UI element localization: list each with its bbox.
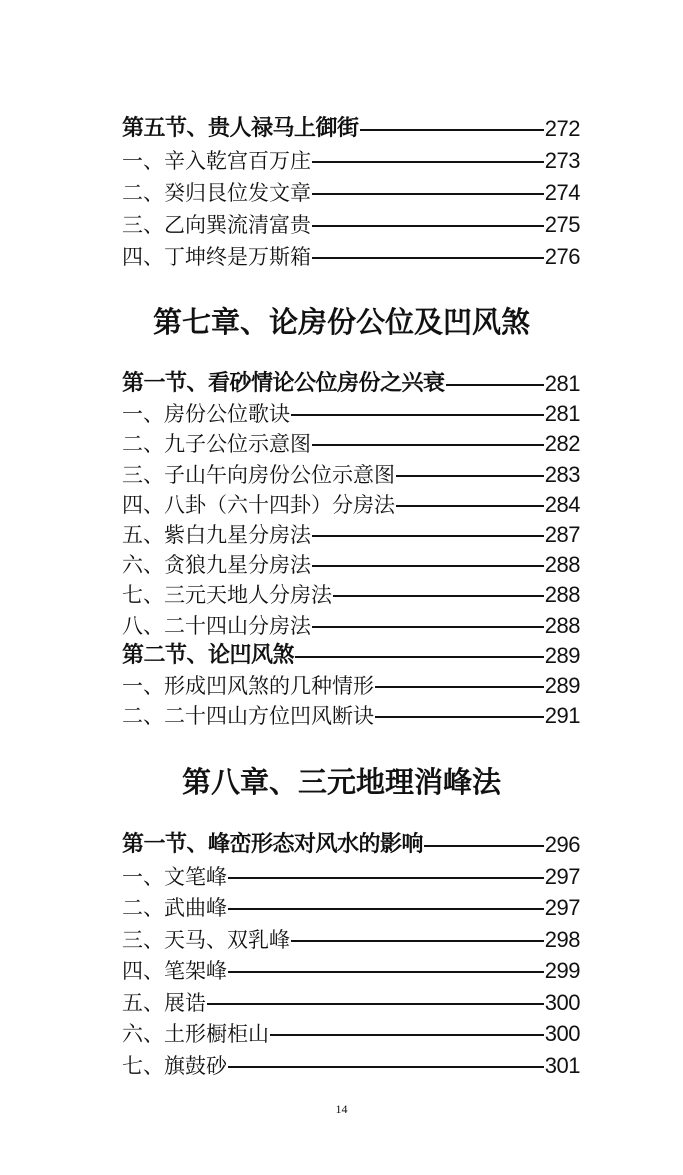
- toc-item-entry[interactable]: [122, 427, 580, 457]
- toc-item-entry[interactable]: [122, 397, 580, 427]
- toc-entry-page: 281: [544, 371, 580, 396]
- toc-entry-page: 281: [544, 401, 580, 427]
- toc-entry-page: 288: [544, 582, 580, 608]
- toc-item-entry[interactable]: [122, 669, 580, 699]
- toc-leader-line: [312, 161, 544, 163]
- toc-entry-title: 四、丁坤终是万斯箱: [122, 245, 311, 269]
- chapter-heading-7: 第七章、论房份公位及凹风煞: [152, 305, 530, 339]
- toc-entry-title: 二、九子公位示意图: [122, 432, 311, 457]
- toc-entry-title: 一、辛入乾宫百万庄: [122, 149, 311, 173]
- toc-leader-line: [333, 595, 544, 597]
- toc-item-entry[interactable]: [122, 954, 580, 984]
- toc-entry-page: 275: [544, 212, 580, 237]
- toc-entry-title: 五、展诰: [122, 990, 206, 1015]
- toc-leader-line: [291, 940, 544, 942]
- toc-item-entry[interactable]: [122, 144, 580, 174]
- toc-entry-page: 276: [544, 244, 580, 269]
- toc-leader-line: [228, 908, 544, 910]
- toc-entry-page: 296: [544, 832, 580, 857]
- toc-item-entry[interactable]: [122, 1017, 580, 1047]
- toc-section-entry[interactable]: [122, 367, 580, 397]
- toc-leader-line: [207, 1003, 544, 1005]
- toc-leader-line: [228, 1066, 544, 1068]
- toc-item-entry[interactable]: [122, 609, 580, 639]
- toc-leader-line: [396, 505, 544, 507]
- toc-item-entry[interactable]: [122, 518, 580, 548]
- toc-entry-page: 282: [544, 431, 580, 457]
- toc-leader-line: [312, 535, 544, 537]
- toc-entry-title: 第二节、论凹风煞: [122, 642, 295, 668]
- toc-item-entry[interactable]: [122, 860, 580, 890]
- page-number: 14: [335, 1102, 348, 1116]
- toc-leader-line: [396, 475, 544, 477]
- toc-entry-page: 284: [544, 491, 580, 517]
- toc-entry-page: 273: [544, 148, 580, 173]
- toc-leader-line: [312, 565, 544, 567]
- toc-leader-line: [424, 845, 544, 847]
- toc-leader-line: [375, 686, 544, 688]
- toc-leader-line: [360, 129, 544, 131]
- toc-entry-page: 283: [544, 461, 580, 487]
- toc-entry-title: 四、笔架峰: [122, 959, 227, 983]
- toc-item-entry[interactable]: [122, 923, 580, 953]
- toc-leader-line: [312, 626, 544, 628]
- toc-entry-title: 三、子山午向房份公位示意图: [122, 462, 395, 487]
- toc-item-entry[interactable]: [122, 1049, 580, 1079]
- toc-item-entry[interactable]: [122, 986, 580, 1016]
- toc-entry-title: 六、土形橱柜山: [122, 1022, 269, 1046]
- toc-leader-line: [312, 444, 544, 446]
- toc-entry-page: 299: [544, 958, 580, 983]
- toc-item-entry[interactable]: [122, 458, 580, 488]
- toc-entry-title: 四、八卦（六十四卦）分房法: [122, 492, 395, 517]
- toc-leader-line: [375, 716, 544, 718]
- toc-item-entry[interactable]: [122, 548, 580, 578]
- toc-item-entry[interactable]: [122, 208, 580, 238]
- toc-item-entry[interactable]: [122, 176, 580, 206]
- toc-entry-page: 288: [544, 552, 580, 578]
- toc-entry-page: 289: [544, 642, 580, 668]
- toc-entry-title: 一、文笔峰: [122, 864, 227, 889]
- toc-entry-title: 第一节、峰峦形态对风水的影响: [122, 832, 424, 857]
- toc-entry-title: 八、二十四山分房法: [122, 613, 311, 638]
- toc-entry-page: 288: [544, 612, 580, 638]
- toc-entry-page: 298: [544, 926, 580, 952]
- toc-item-entry[interactable]: [122, 699, 580, 729]
- toc-leader-line: [295, 656, 544, 658]
- toc-entry-title: 三、乙向巽流清富贵: [122, 213, 311, 237]
- toc-leader-line: [228, 971, 544, 973]
- toc-item-entry[interactable]: [122, 240, 580, 270]
- toc-entry-page: 274: [544, 180, 580, 205]
- toc-leader-line: [312, 193, 544, 195]
- toc-entry-page: 301: [544, 1052, 580, 1078]
- toc-entry-title: 七、三元天地人分房法: [122, 583, 332, 608]
- toc-entry-page: 297: [544, 863, 580, 889]
- toc-entry-title: 一、房份公位歌诀: [122, 402, 290, 427]
- toc-entry-page: 300: [544, 1021, 580, 1046]
- toc-entry-title: 二、二十四山方位凹风断诀: [122, 704, 374, 729]
- toc-leader-line: [312, 257, 544, 259]
- toc-section-entry[interactable]: [122, 639, 580, 669]
- toc-entry-title: 七、旗鼓砂: [122, 1053, 227, 1078]
- toc-entry-page: 297: [544, 895, 580, 920]
- toc-entry-title: 三、天马、双乳峰: [122, 927, 290, 952]
- toc-entry-title: 五、紫白九星分房法: [122, 523, 311, 547]
- toc-entry-page: 272: [544, 116, 580, 141]
- toc-section-entry[interactable]: [122, 828, 580, 858]
- toc-item-entry[interactable]: [122, 578, 580, 608]
- toc-leader-line: [270, 1034, 544, 1036]
- toc-entry-page: 289: [544, 673, 580, 698]
- toc-entry-title: 第五节、贵人禄马上御街: [122, 116, 359, 141]
- toc-leader-line: [291, 414, 544, 416]
- toc-entry-page: 291: [544, 703, 580, 729]
- toc-leader-line: [446, 384, 544, 386]
- toc-item-entry[interactable]: [122, 891, 580, 921]
- toc-entry-title: 二、武曲峰: [122, 896, 227, 920]
- toc-entry-title: 六、贪狼九星分房法: [122, 553, 311, 578]
- toc-entry-page: 287: [544, 522, 580, 547]
- toc-entry-title: 一、形成凹风煞的几种情形: [122, 674, 374, 698]
- chapter-heading-8: 第八章、三元地理消峰法: [181, 765, 501, 799]
- toc-leader-line: [312, 225, 544, 227]
- toc-entry-title: 二、癸归艮位发文章: [122, 181, 311, 205]
- toc-entry-title: 第一节、看砂情论公位房份之兴衰: [122, 371, 445, 396]
- toc-leader-line: [228, 877, 544, 879]
- toc-entry-page: 300: [544, 989, 580, 1015]
- toc-item-entry[interactable]: [122, 488, 580, 518]
- toc-section-entry[interactable]: [122, 112, 580, 142]
